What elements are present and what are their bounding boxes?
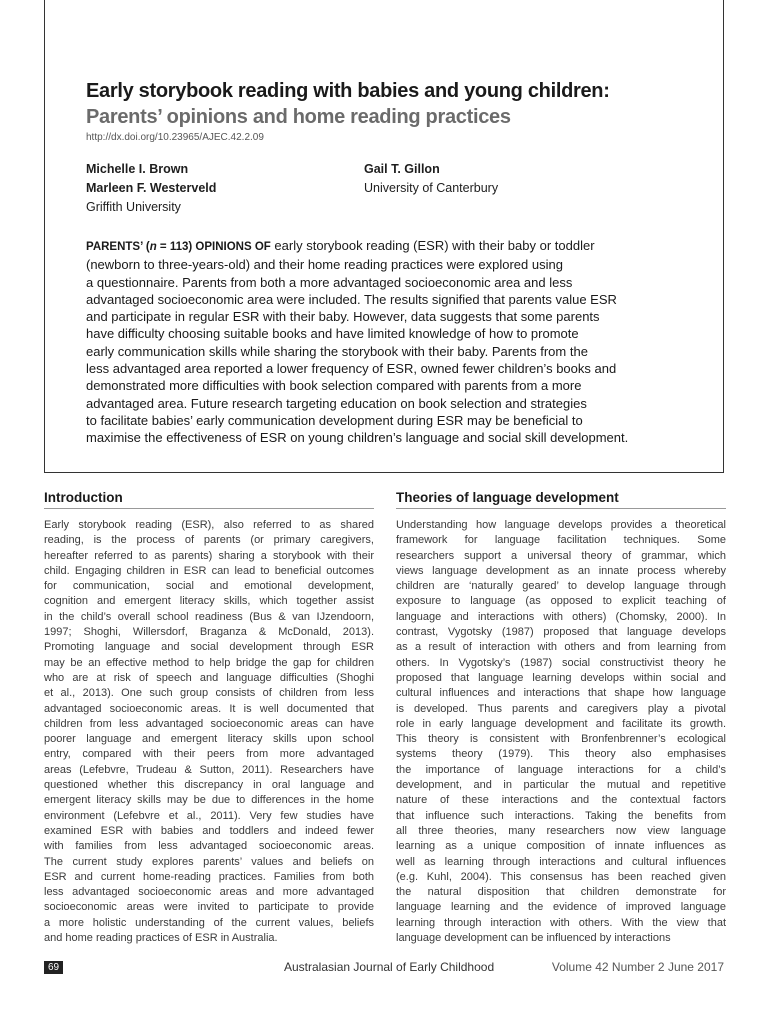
author-name: Gail T. Gillon xyxy=(364,162,440,176)
text-line: researchers support a universal theory of grammar, which xyxy=(396,549,726,562)
text-line: nature of these interactions and the contextual factors xyxy=(396,794,726,807)
text-line: cognition and emergent literacy skills, which together assist xyxy=(44,595,374,608)
text-line: development, and in particular the mutual and repetitive xyxy=(396,779,726,792)
text-line: proposed that language learning develops within social and xyxy=(396,671,726,684)
journal-name: Australasian Journal of Early Childhood xyxy=(284,960,495,974)
abstract-line: advantaged socioeconomic area were included. The results signified that parents value ESR xyxy=(86,291,617,307)
text-line: well as learning through interactions and cultural influences xyxy=(396,855,726,868)
article-subtitle: Parents’ opinions and home reading practices xyxy=(86,106,511,128)
text-line: the importance of language interactions for a child’s xyxy=(396,763,726,776)
text-line: is developed. Thus parents and caregivers play a pivotal xyxy=(396,702,726,715)
journal-volume: Volume 42 Number 2 June 2017 xyxy=(551,960,724,974)
text-line: may be an effective method to help bridge the gap for children xyxy=(44,656,374,669)
text-line: views language development as an innate process whereby xyxy=(396,564,726,577)
text-line: children from less advantaged socioeconomic areas can have xyxy=(44,717,374,730)
text-line: in the child’s overall school readiness (Bus & van IJzendoorn, xyxy=(44,610,374,623)
theories-body xyxy=(396,518,726,946)
abstract-line: less advantaged area reported a lower frequency of ESR, owned fewer children’s books and xyxy=(86,361,617,377)
text-line: exposure to language (as opposed to explicit teaching of xyxy=(396,595,726,608)
page-footer xyxy=(44,960,724,976)
section-heading: Theories of language development xyxy=(396,490,726,509)
text-line: (e.g. Kuhl, 2004). This consensus has been reached given xyxy=(396,870,726,883)
text-line: et al., 2013). One such group consists of children from less xyxy=(44,687,374,700)
text-line: Promoting language and social development through ESR xyxy=(44,641,374,654)
authors-left xyxy=(86,160,216,217)
text-line: environment (Lefebvre et al., 2011). Very few studies have xyxy=(44,809,374,822)
text-line: the natural disposition that children demonstrate for xyxy=(396,886,726,899)
text-line: Early storybook reading (ESR), also referred to as shared xyxy=(44,519,374,531)
abstract-line: advantaged area. Future research targeting education on book selection and strategies xyxy=(86,395,587,411)
text-line: for communication, social and emotional development, xyxy=(44,580,374,593)
text-line: reading, is the process of parents (or primary caregivers, xyxy=(44,534,374,547)
author-affiliation: Griffith University xyxy=(86,200,181,214)
text-line: contrast, Vygotsky (1987) proposed that language develops xyxy=(396,626,726,639)
text-line: questioned whether this discrepancy in oral language and xyxy=(44,779,374,792)
author-name: Michelle I. Brown xyxy=(86,162,189,176)
text-line: framework for language facilitation techniques. Some xyxy=(396,534,726,547)
abstract-line: early communication skills while sharing the storybook with their baby. Parents from the xyxy=(86,343,588,359)
abstract-lead: PARENTS’ (n = 113) OPINIONS OF xyxy=(86,241,271,253)
text-line: systems theory (1979). This theory also emphasises xyxy=(396,748,726,761)
text-line: entry, compared with their peers from more advantaged xyxy=(44,748,374,761)
text-line: language development can be influenced by interactions xyxy=(396,932,671,945)
text-line: children are ‘naturally geared’ to develop language through xyxy=(396,580,726,593)
page-number: 69 xyxy=(44,961,63,974)
text-line: child. Engaging children in ESR can lead to beneficial outcomes xyxy=(44,564,374,577)
doi-link[interactable]: http://dx.doi.org/10.23965/AJEC.42.2.09 xyxy=(86,132,264,143)
text-line: language and interactions with others) (Chomsky, 2000). In xyxy=(396,610,726,623)
text-line: Understanding how language develops provides a theoretical xyxy=(396,519,726,531)
author-name: Marleen F. Westerveld xyxy=(86,181,217,195)
abstract-line: maximise the effectiveness of ESR on young children’s language and social skill development. xyxy=(86,430,629,446)
abstract-line: have difficulty choosing suitable books and have limited knowledge of how to promote xyxy=(86,326,579,342)
text-line: with families from less advantaged socioeconomic areas. xyxy=(44,840,374,853)
text-line: advantaged socioeconomic areas. It is well documented that xyxy=(44,702,374,715)
article-title: Early storybook reading with babies and young children: xyxy=(86,80,610,102)
text-line: hereafter referred to as parents) sharing a storybook with their xyxy=(44,549,374,562)
text-line: who are at risk of speech and language difficulties (Shoghi xyxy=(44,671,374,684)
text-line: learning through interaction with others. With the view that xyxy=(396,916,726,929)
text-line: learning as a unique composition of innate influences as xyxy=(396,840,726,853)
abstract-line: and participate in regular ESR with their baby. However, data suggests that some parents xyxy=(86,309,600,325)
text-line: emergent literacy skills may be due to differences in the home xyxy=(44,794,374,807)
text-line: less advantaged socioeconomic areas and more advantaged xyxy=(44,886,374,899)
text-line: ESR and current home-reading practices. Families from both xyxy=(44,870,374,883)
text-line: role in early language development and facilitate its growth. xyxy=(396,717,726,730)
text-line: areas (Lefebvre, Trudeau & Sutton, 2011). Researchers have xyxy=(44,763,374,776)
text-line: all three theories, many researchers now view language xyxy=(396,824,726,837)
introduction-section xyxy=(44,490,374,946)
text-line: socioeconomic areas were invited to participate to provide xyxy=(44,901,374,914)
introduction-body xyxy=(44,518,374,946)
text-line: This theory is consistent with Bronfenbrenner’s ecological xyxy=(396,733,726,746)
author-affiliation: University of Canterbury xyxy=(364,181,499,195)
abstract-line: demonstrated more difficulties with book selection compared with parents from a more xyxy=(86,378,582,394)
text-line: a more holistic understanding of the current values, beliefs xyxy=(44,916,374,929)
text-line: 1997; Shoghi, Willersdorf, Braganza & McDonald, 2013). xyxy=(44,626,374,639)
text-line: and home reading practices of ESR in Australia. xyxy=(44,932,278,945)
abstract-line: to facilitate babies’ early communication development during ESR may be beneficial to xyxy=(86,412,583,428)
text-line: examined ESR with babies and toddlers and indeed fewer xyxy=(44,824,374,837)
text-line: others. In Vygotsky’s (1987) social constructivist theory he xyxy=(396,656,726,669)
text-line: cultural influences and interactions that shape how language xyxy=(396,687,726,700)
text-line: language learning and the evidence of improved language xyxy=(396,901,726,914)
text-line: poorer language and emergent literacy skills upon school xyxy=(44,733,374,746)
text-line: that influence such interactions. Taking the benefits from xyxy=(396,809,726,822)
section-heading: Introduction xyxy=(44,490,374,509)
text-line: The current study explores parents’ values and beliefs on xyxy=(44,855,374,868)
abstract-line: (newborn to three-years-old) and their home reading practices were explored using xyxy=(86,257,563,273)
authors-right xyxy=(364,160,498,198)
abstract-line: PARENTS’ (n = 113) OPINIONS OF early storybook reading (ESR) with their baby or toddler xyxy=(86,238,595,253)
abstract xyxy=(86,237,686,447)
theories-section xyxy=(396,490,726,946)
text-line: as a result of interaction with others and from learning from xyxy=(396,641,726,654)
abstract-line: a questionnaire. Parents from both a more advantaged socioeconomic area and less xyxy=(86,274,573,290)
